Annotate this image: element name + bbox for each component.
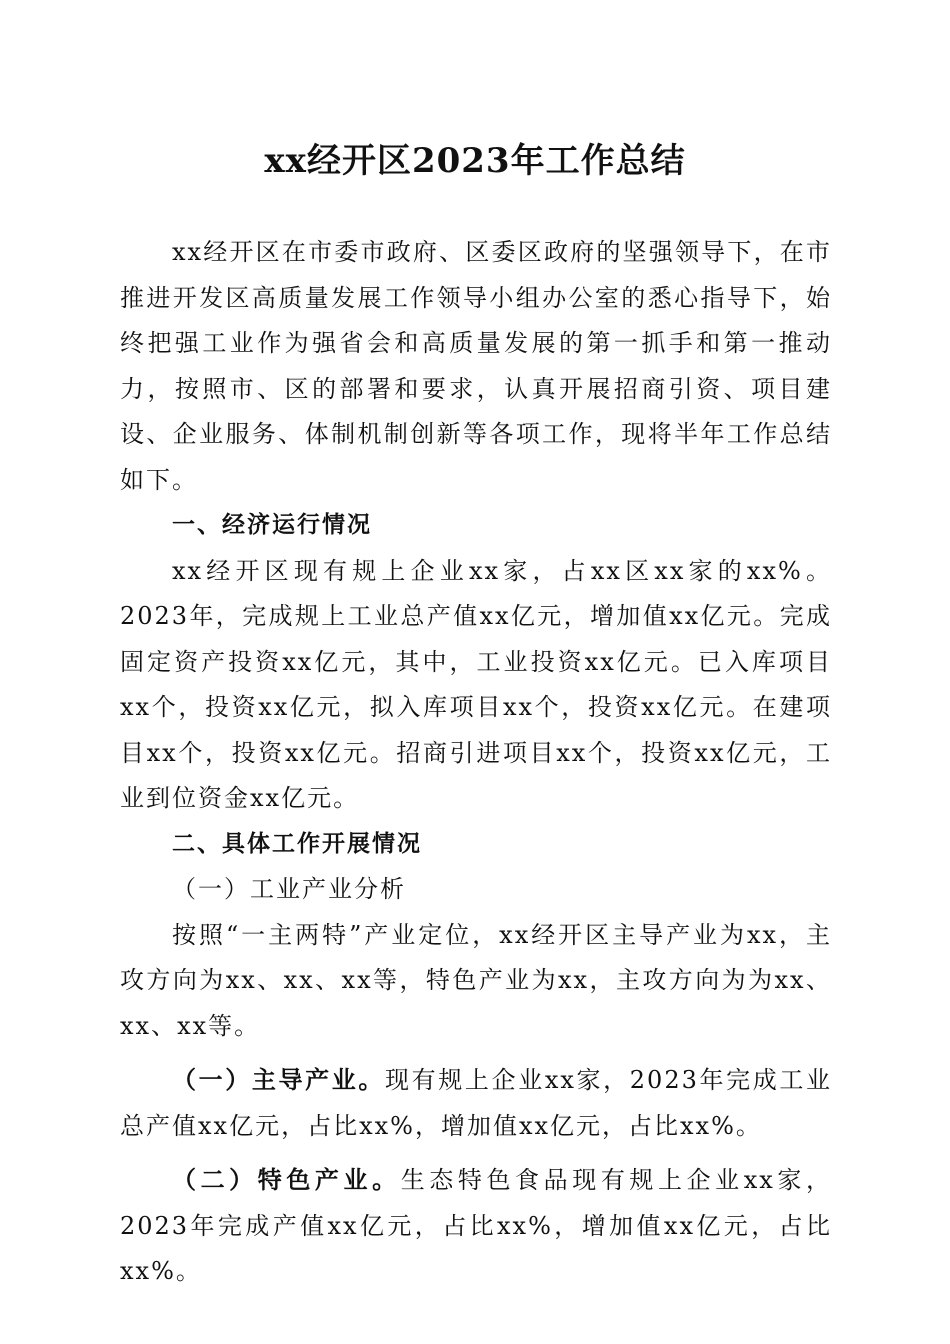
intro-paragraph: xx经开区在市委市政府、区委区政府的坚强领导下，在市推进开发区高质量发展工作领导小组办公室的悉心指导下，始终把强工业作为强省会和高质量发展的第一抓手和第一推动力，按照市、区的部署和要求，认真开展招商引资、项目建设、企业服务、体制机制创新等各项工作，现将半年工作总结如下。 [120, 238, 832, 494]
leading-industry-paragraph [120, 1057, 832, 1149]
economy-paragraph: xx经开区现有规上企业xx家，占xx区xx家的xx%。2023年，完成规上工业总产值xx亿元，增加值xx亿元。完成固定资产投资xx亿元，其中，工业投资xx亿元。已入库项目xx个，投资xx亿元，拟入库项目xx个，投资xx亿元。在建项目xx个，投资xx亿元。招商引进项目xx个，投资xx亿元，工业到位资金xx亿元。 [120, 556, 832, 812]
document-body [120, 230, 832, 1295]
leading-industry-text: 现有规上企业xx家，2023年完成工业总产值xx亿元，占比xx%，增加值xx亿元，占比xx%。 [120, 1066, 833, 1140]
leading-industry-lead: （一）主导产业。 [172, 1065, 386, 1094]
subsection-heading-industry: （一）工业产业分析 [172, 875, 406, 903]
industry-paragraph: 按照“一主两特”产业定位，xx经开区主导产业为xx，主攻方向为xx、xx、xx等，特色产业为xx，主攻方向为为xx、xx、xx等。 [120, 920, 832, 1040]
featured-industry-text: 生态特色食品现有规上企业xx家，2023年完成产值xx亿元，占比xx%，增加值xx亿元，占比xx%。 [120, 1166, 832, 1285]
featured-industry-paragraph [120, 1157, 832, 1295]
section-heading-work: 二、具体工作开展情况 [172, 830, 422, 857]
document-title: xx经开区2023年工作总结 [264, 141, 686, 181]
featured-industry-lead: （二）特色产业。 [172, 1165, 401, 1194]
section-heading-economy: 一、经济运行情况 [172, 512, 372, 538]
